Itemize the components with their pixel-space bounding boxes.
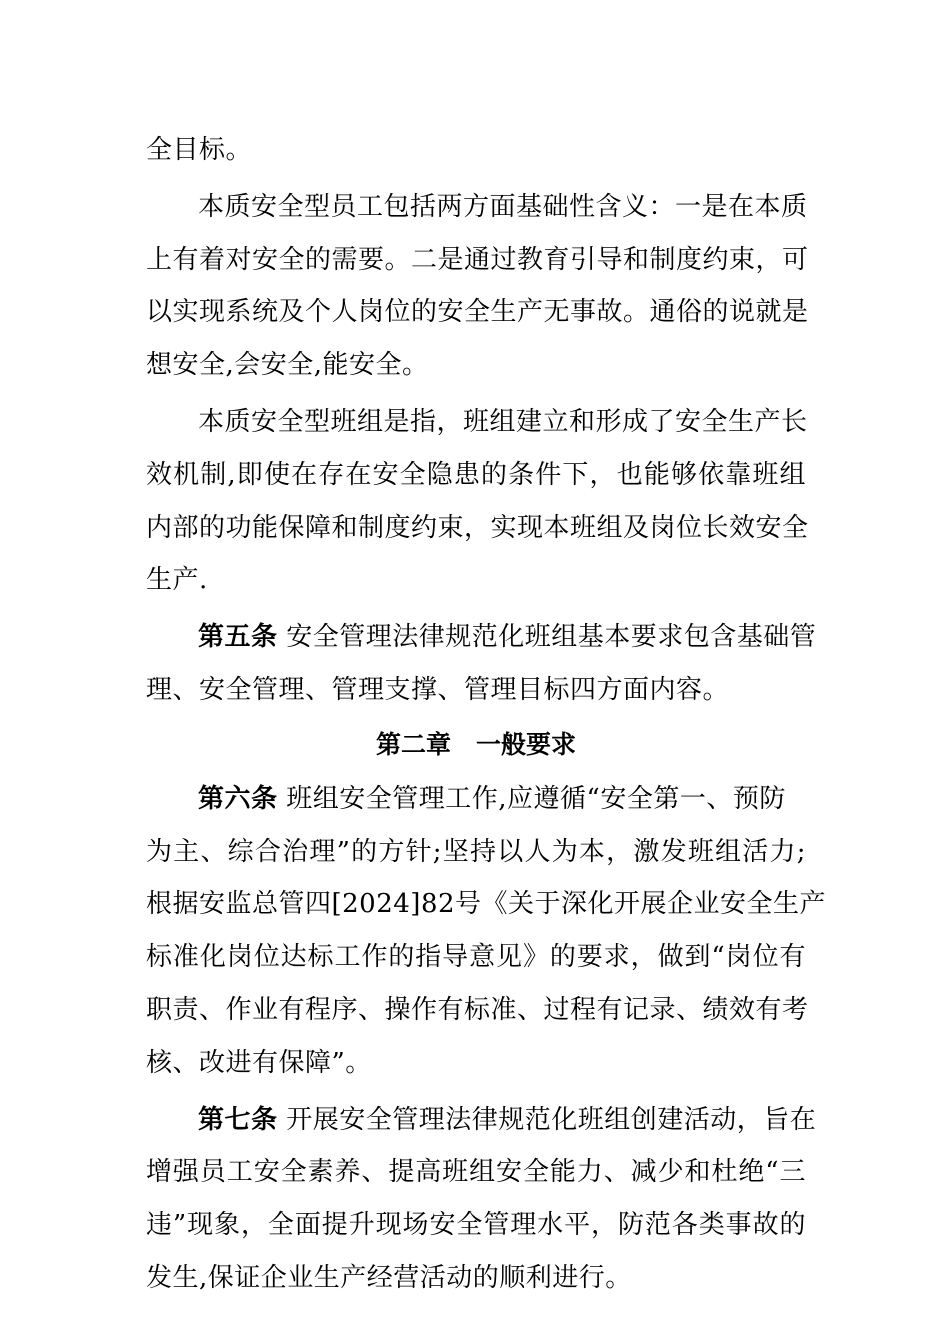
article-text: 开展安全管理法律规范化班组创建活动，旨在	[286, 1104, 817, 1135]
paragraph-line: 职责、作业有程序、操作有标准、过程有记录、绩效有考	[146, 994, 809, 1025]
paragraph-line: 理、安全管理、管理支撑、管理目标四方面内容。	[146, 674, 730, 705]
article-six-first-line	[146, 773, 806, 826]
document-page	[146, 124, 827, 1305]
paragraph-line: 核、改进有保障”。	[146, 1047, 372, 1078]
paragraph-line: 标准化岗位达标工作的指导意见》的要求，做到“岗位有	[146, 942, 806, 973]
paragraph-line: 生产.	[146, 565, 208, 596]
paragraph-line: 发生,保证企业生产经营活动的顺利进行。	[146, 1262, 632, 1293]
chapter-heading: 第二章 一般要求	[375, 729, 576, 759]
paragraph-line: 违”现象，全面提升现场安全管理水平，防范各类事故的	[146, 1210, 806, 1241]
paragraph-line: 全目标。	[146, 135, 253, 165]
paragraph-line: 上有着对安全的需要。二是通过教育引导和制度约束，可	[146, 244, 809, 275]
paragraph-line: 以实现系统及个人岗位的安全生产无事故。通俗的说就是	[146, 297, 809, 328]
paragraph-line: 根据安监总管四[2024]82号《关于深化开展企业安全生产	[146, 889, 827, 920]
paragraph-line: 为主、综合治理”的方针;坚持以人为本，激发班组活力;	[146, 836, 806, 867]
paragraph-line: 效机制,即使在存在安全隐患的条件下，也能够依靠班组	[146, 459, 806, 490]
article-seven-first-line	[146, 1094, 817, 1147]
article-five-first-line	[146, 611, 817, 664]
paragraph-line: 增强员工安全素养、提高班组安全能力、减少和杜绝“三	[146, 1157, 806, 1188]
paragraph-line: 内部的功能保障和制度约束，实现本班组及岗位长效安全	[146, 512, 809, 543]
paragraph-line: 本质安全型班组是指，班组建立和形成了安全生产长	[198, 406, 808, 437]
article-text: 安全管理法律规范化班组基本要求包含基础管	[286, 622, 817, 653]
article-label: 第六条	[198, 783, 278, 814]
paragraph-line: 想安全,会安全,能安全。	[146, 350, 429, 381]
article-text: 班组安全管理工作,应遵循“安全第一、预防	[286, 783, 786, 814]
paragraph-line: 本质安全型员工包括两方面基础性含义：一是在本质	[198, 191, 808, 222]
article-label: 第七条	[198, 1104, 278, 1135]
article-label: 第五条	[198, 622, 278, 653]
